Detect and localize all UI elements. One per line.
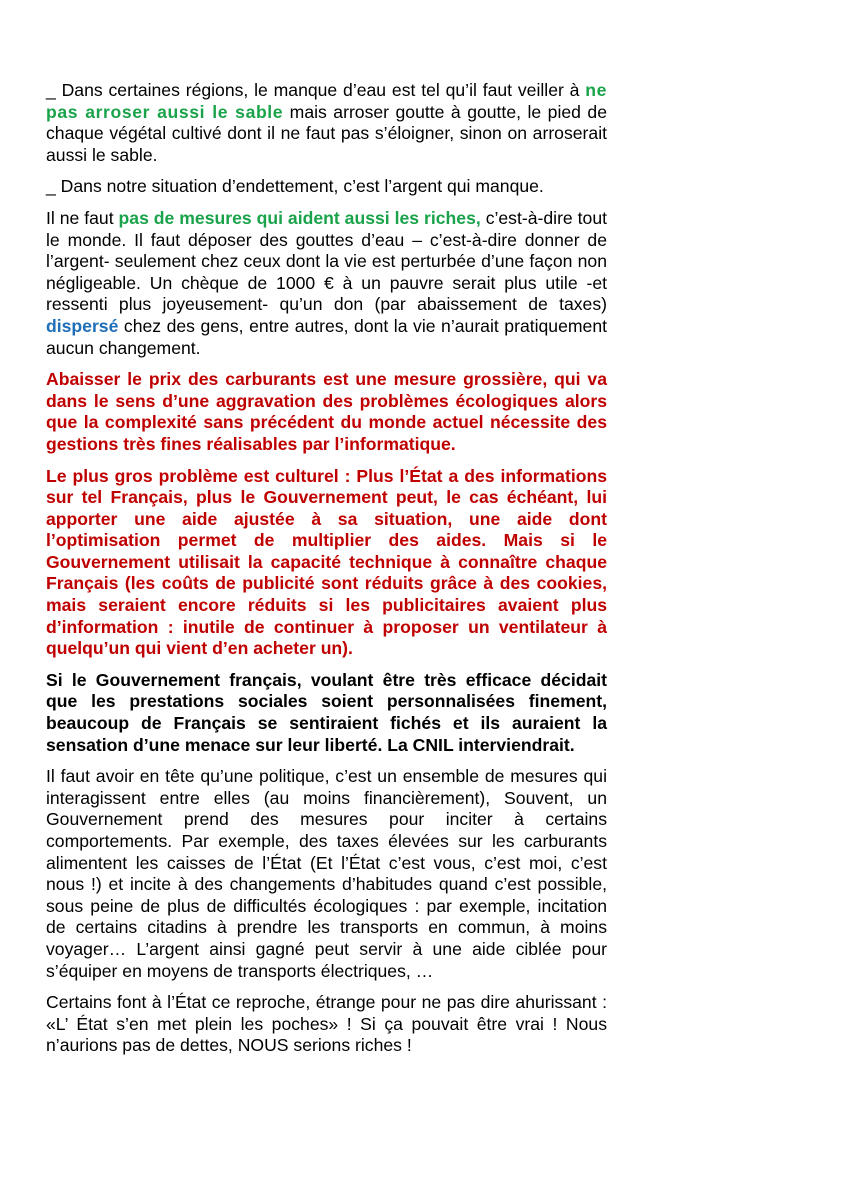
text-segment: mais arroser goutte à goutte, le pied de chaque végétal cultivé dont il ne faut pas s’éloigner, sinon on arroserait aussi le sable. xyxy=(46,101,607,165)
text-segment: Il ne faut xyxy=(46,207,119,228)
highlight-blue: dispersé xyxy=(46,315,119,336)
paragraph-targeted-aid xyxy=(46,208,607,359)
paragraph-debt: _ Dans notre situation d’endettement, c’est l’argent qui manque. xyxy=(46,176,544,197)
highlight-green: pas de mesures qui aident aussi les riches, xyxy=(118,207,481,228)
paragraph-watering xyxy=(46,80,607,166)
paragraph-cnil: Si le Gouvernement français, voulant être très efficace décidait que les prestations sociales soient personnalisées finement, beaucoup de Français se sentiraient fichés et ils auraient la sensation d’une menace sur leur liberté. La CNIL interviendrait. xyxy=(46,669,607,755)
paragraph-policy: Il faut avoir en tête qu’une politique, c’est un ensemble de mesures qui interagissent entre elles (au moins financièrement), Souvent, un Gouvernement prend des mesures pour inciter à certains comportements. Par exemple, des taxes élevées sur les carburants alimentent les caisses de l’État (Et l’État c’est vous, c’est moi, c’est nous !) et incite à des changements d’habitudes quand c’est possible, sous peine de plus de difficultés écologiques : par exemple, incitation de certains citadins à prendre les transports en commun, à moins voyager… L’argent ainsi gagné peut servir à une aide ciblée pour s’équiper en moyens de transports électriques, … xyxy=(46,766,607,981)
text-segment: c’est-à-dire tout le monde. Il faut déposer des gouttes d’eau – c’est-à-dire donner de l’argent- seulement chez ceux dont la vie est perturbée d’une façon non négligeable. Un chèque de 1000 € à un pauvre serait plus utile -et ressenti plus joyeusement- qu’un don (par abaissement de taxes) xyxy=(46,207,607,315)
document-page xyxy=(46,80,607,1067)
text-segment: _ Dans certaines régions, le manque d’eau est tel qu’il faut veiller à xyxy=(46,80,586,100)
text-segment: chez des gens, entre autres, dont la vie n’aurait pratiquement aucun changement. xyxy=(46,315,607,358)
highlight-green: ne pas arroser aussi le sable xyxy=(46,80,607,122)
paragraph-cultural-problem: Le plus gros problème est culturel : Plus l’État a des informations sur tel Français, plus le Gouvernement peut, le cas échéant, lui apporter une aide ajustée à sa situation, une aide dont l’optimisation permet de multiplier des aides. Mais si le Gouvernement utilisait la capacité technique à connaître chaque Français (les coûts de publicité sont réduits grâce à des cookies, mais seraient encore réduits si les publicitaires avaient plus d’information : inutile de continuer à proposer un ventilateur à quelqu’un qui vient d’en acheter un). xyxy=(46,465,607,659)
paragraph-reproach: Certains font à l’État ce reproche, étrange pour ne pas dire ahurissant : «L’ État s’en met plein les poches» ! Si ça pouvait être vrai ! Nous n’aurions pas de dettes, NOUS serions riches ! xyxy=(46,992,607,1056)
paragraph-fuel-price: Abaisser le prix des carburants est une mesure grossière, qui va dans le sens d’une aggravation des problèmes écologiques alors que la complexité sans précédent du monde actuel nécessite des gestions très fines réalisables par l’informatique. xyxy=(46,369,607,454)
